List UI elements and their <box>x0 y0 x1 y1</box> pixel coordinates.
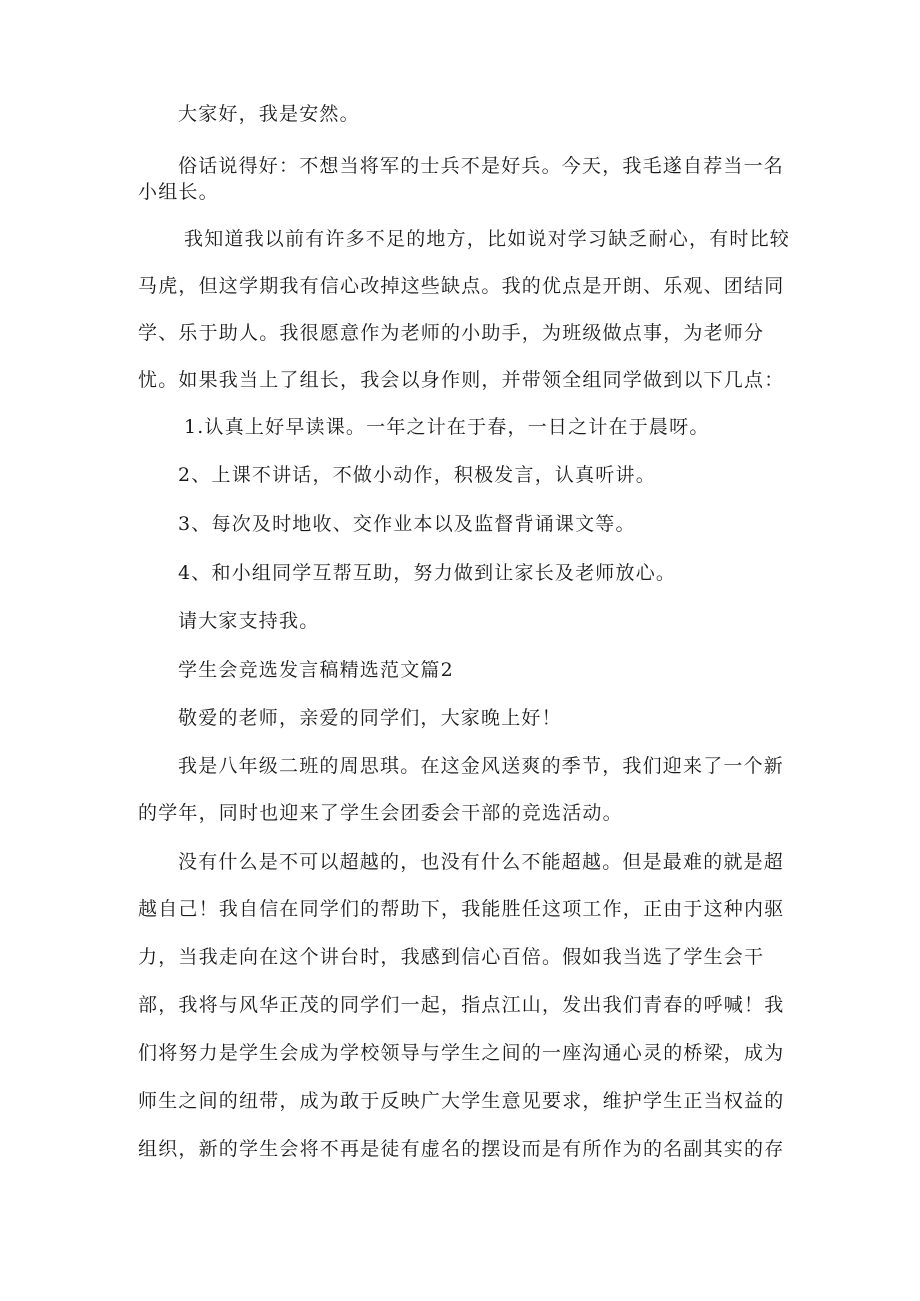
paragraph-line: 马虎，但这学期我有信心改掉这些缺点。我的优点是开朗、乐观、团结同 <box>138 275 785 297</box>
paragraph-line: 小组长。 <box>138 181 219 203</box>
greeting-line: 敬爱的老师，亲爱的同学们，大家晚上好！ <box>178 707 562 729</box>
paragraph-line: 师生之间的纽带，成为敢于反映广大学生意见要求，维护学生正当权益的 <box>138 1090 785 1112</box>
greeting-line: 大家好，我是安然。 <box>178 103 360 125</box>
paragraph-line: 组织，新的学生会将不再是徒有虚名的摆设而是有所作为的名副其实的存 <box>138 1138 785 1160</box>
paragraph-line: 们将努力是学生会成为学校领导与学生之间的一座沟通心灵的桥梁，成为 <box>138 1042 785 1064</box>
paragraph-line: 的学年，同时也迎来了学生会团委会干部的竞选活动。 <box>138 802 623 824</box>
list-item: 3、每次及时地收、交作业本以及监督背诵课文等。 <box>178 513 636 535</box>
paragraph-line: 俗话说得好：不想当将军的士兵不是好兵。今天，我毛遂自荐当一名 <box>178 155 785 177</box>
paragraph-line: 学、乐于助人。我很愿意作为老师的小助手，为班级做点事，为老师分 <box>138 322 765 344</box>
closing-line: 请大家支持我。 <box>178 610 320 632</box>
paragraph-line: 忧。如果我当上了组长，我会以身作则，并带领全组同学做到以下几点： <box>138 369 785 391</box>
paragraph-line: 我知道我以前有许多不足的地方，比如说对学习缺乏耐心，有时比较 <box>184 228 791 250</box>
paragraph-line: 没有什么是不可以超越的，也没有什么不能超越。但是最难的就是超 <box>178 851 785 873</box>
paragraph-line: 力，当我走向在这个讲台时，我感到信心百倍。假如我当选了学生会干 <box>138 946 765 968</box>
paragraph-line: 我是八年级二班的周思琪。在这金风送爽的季节，我们迎来了一个新 <box>178 755 785 777</box>
list-item: 4、和小组同学互帮互助，努力做到让家长及老师放心。 <box>178 562 677 584</box>
list-item: 2、上课不讲话，不做小动作，积极发言，认真听讲。 <box>178 464 656 486</box>
list-item: 1.认真上好早读课。一年之计在于春，一日之计在于晨呀。 <box>184 416 710 438</box>
paragraph-line: 部，我将与风华正茂的同学们一起，指点江山，发出我们青春的呼喊！我 <box>138 994 785 1016</box>
section-heading: 学生会竞选发言稿精选范文篇2 <box>178 659 454 681</box>
paragraph-line: 越自己！我自信在同学们的帮助下，我能胜任这项工作，正由于这种内驱 <box>138 898 785 920</box>
